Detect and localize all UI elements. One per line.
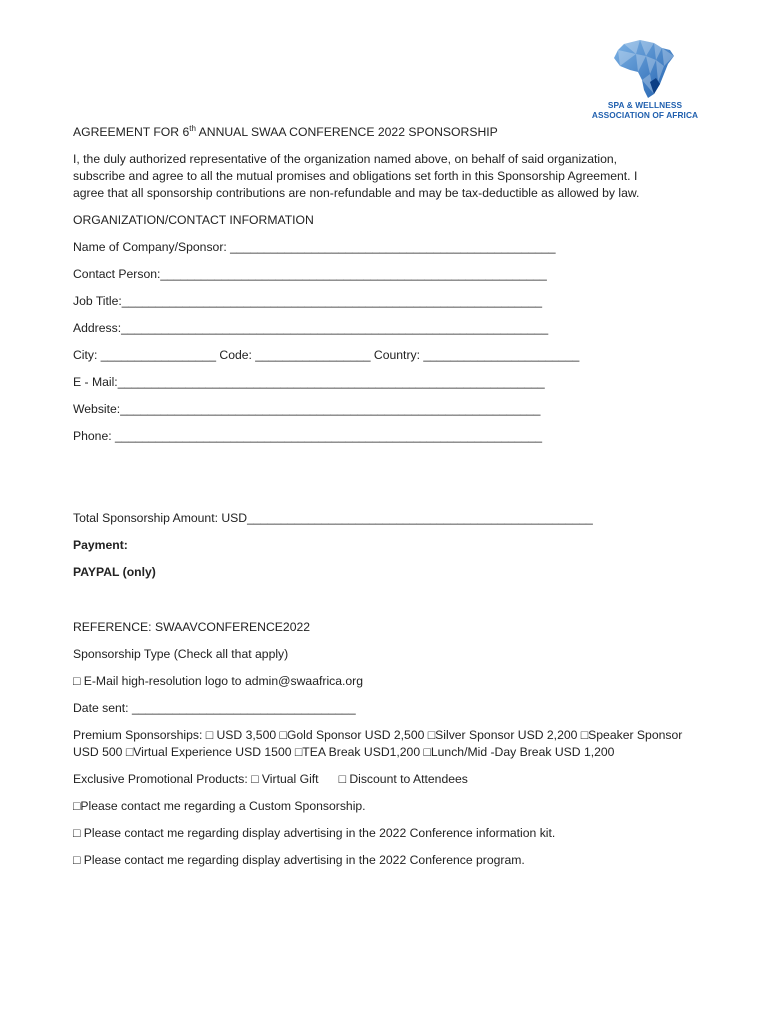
title-superscript: th: [189, 123, 196, 133]
job-title-field[interactable]: Job Title:______________________________________________________________: [73, 294, 543, 308]
custom-sponsorship-checkbox[interactable]: □Please contact me regarding a Custom Sponsorship.: [73, 799, 366, 813]
logo-line-2: ASSOCIATION OF AFRICA: [591, 110, 699, 120]
email-logo-checkbox[interactable]: □ E-Mail high-resolution logo to admin@swaafrica.org: [73, 674, 364, 688]
display-program-checkbox[interactable]: □ Please contact me regarding display advertising in the 2022 Conference program.: [73, 853, 525, 867]
agreement-form: [73, 124, 698, 869]
title-rest: ANNUAL SWAA CONFERENCE 2022 SPONSORSHIP: [195, 125, 498, 139]
company-field[interactable]: Name of Company/Sponsor: ________________________________________________: [73, 240, 556, 254]
email-field[interactable]: E - Mail:_______________________________________________________________: [73, 375, 545, 389]
display-kit-checkbox[interactable]: □ Please contact me regarding display advertising in the 2022 Conference information kit.: [73, 826, 556, 840]
location-row: [73, 347, 698, 364]
section-heading: ORGANIZATION/CONTACT INFORMATION: [73, 213, 314, 227]
title-prefix: AGREEMENT FOR 6: [73, 125, 190, 139]
discount-attendees-checkbox[interactable]: □ Discount to Attendees: [338, 772, 468, 786]
document-title: [73, 124, 698, 141]
city-field[interactable]: City: _________________: [73, 348, 216, 362]
virtual-gift-checkbox[interactable]: Exclusive Promotional Products: □ Virtual Gift: [73, 772, 319, 786]
code-field[interactable]: Code: _________________: [219, 348, 371, 362]
intro-line-2: subscribe and agree to all the mutual promises and obligations set forth in this Sponsorship Agreement. I: [73, 169, 638, 183]
payment-method: PAYPAL (only): [73, 565, 156, 579]
africa-map-icon: [610, 38, 680, 100]
payment-label: Payment:: [73, 538, 128, 552]
phone-field[interactable]: Phone: _______________________________________________________________: [73, 429, 543, 443]
website-field[interactable]: Website:______________________________________________________________: [73, 402, 541, 416]
sponsorship-type-heading: Sponsorship Type (Check all that apply): [73, 647, 289, 661]
reference-text: REFERENCE: SWAAVCONFERENCE2022: [73, 620, 311, 634]
exclusive-products-row: [73, 771, 698, 788]
address-field[interactable]: Address:_______________________________________________________________: [73, 321, 549, 335]
intro-line-3: agree that all sponsorship contributions are non-refundable and may be tax-deductible as allowed by law.: [73, 186, 640, 200]
association-logo: [590, 38, 700, 120]
contact-person-field[interactable]: Contact Person:_________________________________________________________: [73, 267, 547, 281]
logo-line-1: SPA & WELLNESS: [607, 100, 683, 110]
intro-paragraph: [73, 151, 698, 202]
premium-sponsorships-options[interactable]: Premium Sponsorships: □ USD 3,500 □Gold Sponsor USD 2,500 □Silver Sponsor USD 2,200 □Speaker Sponsor USD 500 □Virtual Experience USD 1500 □TEA Break USD1,200 □Lunch/Mid -Day Break USD 1,200: [73, 728, 683, 759]
country-field[interactable]: Country: _______________________: [373, 348, 580, 362]
total-amount-field[interactable]: Total Sponsorship Amount: USD___________________________________________________: [73, 511, 593, 525]
intro-line-1: I, the duly authorized representative of the organization named above, on behalf of said organization,: [73, 152, 618, 166]
date-sent-field[interactable]: Date sent: _________________________________: [73, 701, 356, 715]
